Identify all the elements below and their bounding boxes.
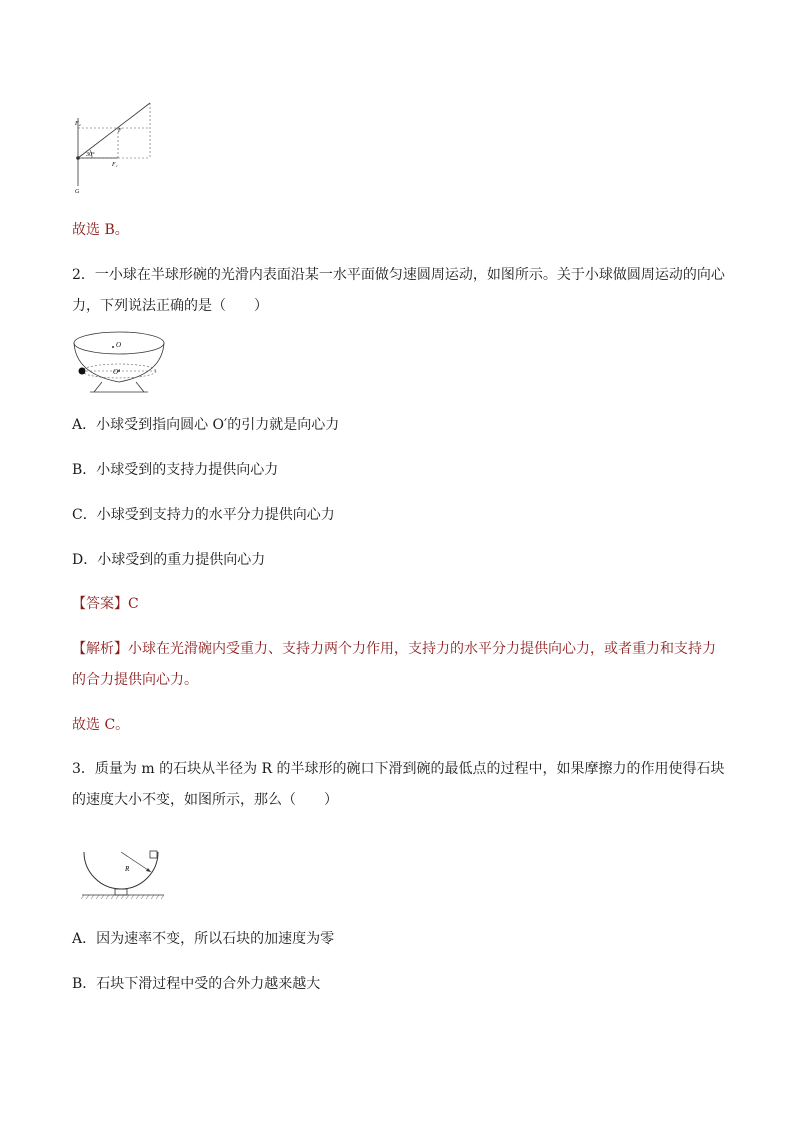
label-r: R bbox=[125, 865, 130, 873]
label-f: F bbox=[118, 128, 122, 134]
option-c: C．小球受到支持力的水平分力提供向心力 bbox=[72, 507, 335, 523]
label-g: G bbox=[75, 189, 80, 195]
label-angle: 30° bbox=[86, 152, 95, 158]
q3-option-b: B．石块下滑过程中受的合外力越来越大 bbox=[72, 976, 321, 992]
bowl-diagram bbox=[72, 330, 167, 396]
q3-option-a: A．因为速率不变，所以石块的加速度为零 bbox=[72, 931, 335, 947]
label-f2: F₂ bbox=[75, 121, 81, 127]
question-2-text-line2: 力，下列说法正确的是（ ） bbox=[72, 298, 268, 314]
analysis-line1 bbox=[72, 639, 716, 659]
analysis-text-1: 小球在光滑碗内受重力、支持力两个力作用，支持力的水平分力提供向心力，或者重力和支持力 bbox=[128, 641, 716, 657]
question-3-text-line1: 3．质量为 m 的石块从半径为 R 的半球形的碗口下滑到碗的最低点的过程中，如果摩擦力的作用使得石块 bbox=[72, 761, 725, 777]
label-o-prime: O′ bbox=[113, 368, 120, 376]
option-a: A．小球受到指向圆心 O′的引力就是向心力 bbox=[72, 417, 340, 433]
question-2-text-line1: 2．一小球在半球形碗的光滑内表面沿某一水平面做匀速圆周运动，如图所示。关于小球做圆周运动的向心 bbox=[72, 267, 725, 283]
answer-tag: 【答案】 bbox=[72, 596, 128, 612]
label-f1: F₁ bbox=[112, 162, 118, 168]
option-b: B．小球受到的支持力提供向心力 bbox=[72, 462, 279, 478]
label-o: O bbox=[116, 341, 122, 349]
answer-value: C bbox=[128, 596, 139, 612]
question-3-text-line2: 的速度大小不变，如图所示，那么（ ） bbox=[72, 792, 338, 808]
analysis-tag: 【解析】 bbox=[72, 641, 128, 657]
force-diagram bbox=[70, 98, 160, 198]
previous-conclusion: 故选 B。 bbox=[72, 222, 129, 238]
answer-line bbox=[72, 594, 139, 614]
analysis-line2: 的合力提供向心力。 bbox=[72, 672, 198, 688]
option-d: D．小球受到的重力提供向心力 bbox=[72, 552, 266, 568]
semicircle-bowl-diagram bbox=[80, 848, 175, 903]
question-2-conclusion: 故选 C。 bbox=[72, 717, 130, 733]
